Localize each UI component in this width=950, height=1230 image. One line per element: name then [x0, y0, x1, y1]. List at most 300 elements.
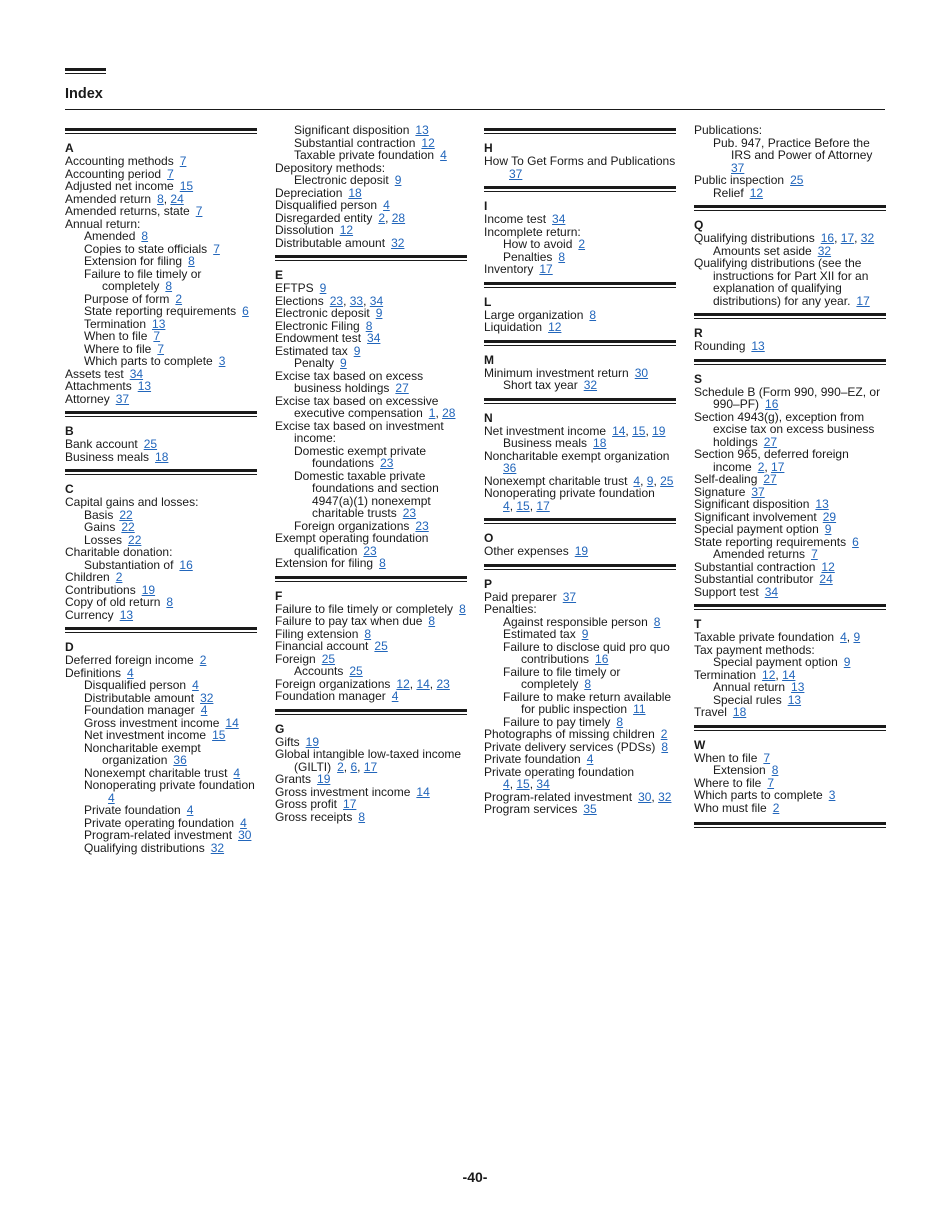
- entry-term: Photographs of missing children: [484, 727, 655, 741]
- page-link[interactable]: 8: [459, 601, 466, 616]
- entry-term: Accounts: [294, 664, 344, 678]
- page-link[interactable]: 4: [633, 473, 641, 488]
- section-letter-h: H: [484, 141, 493, 155]
- page-link[interactable]: 8: [188, 254, 195, 268]
- page-separator: ,: [854, 231, 861, 245]
- page-link[interactable]: 25: [374, 639, 388, 653]
- index-subentry: [694, 187, 886, 200]
- entry-term: Qualifying distributions (see the instructions for Part XII for an explanation of qualifying distributions) for any year.: [694, 256, 869, 308]
- entry-term: Taxable private foundation: [294, 148, 435, 162]
- page-references: [180, 154, 187, 168]
- page-link[interactable]: 12: [421, 135, 435, 150]
- page-references: [558, 250, 565, 264]
- page-link[interactable]: 9: [353, 343, 361, 358]
- page-link[interactable]: 9: [581, 627, 589, 641]
- entry-term: Qualifying distributions: [694, 231, 815, 245]
- entry-term: Depreciation: [275, 185, 343, 200]
- entry-term: Tax payment methods:: [694, 642, 815, 657]
- entry-term: EFTPS: [275, 281, 314, 295]
- page-link[interactable]: 8: [616, 714, 624, 729]
- page-link[interactable]: 23: [329, 293, 344, 308]
- page-link[interactable]: 19: [317, 772, 331, 786]
- page-link[interactable]: 15: [632, 423, 646, 438]
- page-link[interactable]: 13: [791, 680, 805, 694]
- entry-term: Program-related investment: [84, 828, 233, 842]
- entry-term: Electronic deposit: [294, 173, 389, 187]
- section-rule: [484, 340, 676, 346]
- page-link[interactable]: 1: [428, 406, 436, 420]
- page-link[interactable]: 12: [762, 667, 776, 682]
- page-link[interactable]: 14: [225, 715, 239, 730]
- entry-term: Purpose of form: [84, 291, 170, 306]
- page-link[interactable]: 15: [179, 179, 194, 193]
- index-entry: [484, 487, 676, 512]
- page-link[interactable]: 22: [121, 520, 135, 534]
- entry-term: Global intangible low-taxed income (GILTI): [275, 747, 462, 774]
- section-rule: [694, 359, 886, 365]
- entry-term: Failure to disclose quid pro quo contributions: [503, 639, 670, 666]
- entry-term: Foreign organizations: [275, 676, 391, 691]
- page-link[interactable]: 11: [633, 702, 646, 716]
- page-link[interactable]: 8: [771, 763, 779, 777]
- page-link[interactable]: 6: [350, 759, 358, 774]
- page-link[interactable]: 32: [200, 690, 214, 705]
- page-link[interactable]: 8: [428, 614, 436, 628]
- page-references: [661, 740, 668, 754]
- page-link[interactable]: 14: [416, 676, 430, 691]
- page-link[interactable]: 3: [828, 788, 836, 802]
- entry-term: Gross profit: [275, 797, 338, 811]
- page-link[interactable]: 13: [137, 379, 152, 393]
- page-link[interactable]: 8: [365, 318, 373, 333]
- page-link[interactable]: 6: [852, 534, 859, 549]
- page-link[interactable]: 16: [179, 557, 193, 572]
- page-link[interactable]: 3: [218, 354, 226, 368]
- index-subentry: [694, 137, 886, 175]
- page-link[interactable]: 37: [115, 391, 130, 406]
- page-link[interactable]: 13: [415, 123, 429, 137]
- page-references: [578, 237, 585, 251]
- entry-term: Disqualified person: [275, 198, 378, 212]
- page-link[interactable]: 15: [516, 498, 530, 513]
- page-link[interactable]: 4: [391, 689, 399, 703]
- entry-term: Amended returns: [713, 547, 806, 561]
- page-references: [509, 167, 522, 181]
- section-letter-f: F: [275, 588, 283, 603]
- page-references: [829, 788, 836, 802]
- entry-term: Where to file: [694, 775, 762, 790]
- page-link[interactable]: 8: [141, 229, 149, 243]
- entry-term: Special payment option: [694, 522, 819, 536]
- page-link[interactable]: 9: [375, 306, 383, 320]
- page-link[interactable]: 4: [840, 630, 847, 644]
- page-link[interactable]: 32: [860, 231, 875, 245]
- entry-term: Income test: [484, 212, 547, 226]
- page-link[interactable]: 7: [179, 154, 187, 168]
- page-references: [392, 689, 399, 703]
- page-link[interactable]: 17: [856, 293, 870, 308]
- page-link[interactable]: 32: [210, 840, 225, 855]
- page-link[interactable]: 12: [821, 559, 835, 574]
- entry-term: Publications:: [694, 123, 763, 137]
- page-link[interactable]: 8: [379, 556, 386, 570]
- entry-term: Amended returns, state: [65, 204, 190, 218]
- page-link[interactable]: 12: [749, 185, 764, 200]
- page-link[interactable]: 4: [240, 815, 247, 830]
- page-references: [428, 614, 435, 628]
- page-link[interactable]: 4: [127, 665, 134, 680]
- page-link[interactable]: 4: [383, 198, 390, 212]
- index-subentry: [275, 470, 467, 520]
- page-references: [852, 535, 859, 549]
- page-link[interactable]: 23: [436, 676, 450, 691]
- page-link[interactable]: 24: [170, 191, 184, 206]
- page-link[interactable]: 27: [763, 472, 777, 486]
- page-number: -40-: [462, 1169, 488, 1185]
- entry-term: Grants: [275, 772, 312, 786]
- page-link[interactable]: 32: [583, 378, 598, 392]
- page-link[interactable]: 8: [165, 279, 173, 293]
- entry-term: Disqualified person: [84, 678, 187, 692]
- entry-term: Substantiation of: [84, 557, 174, 572]
- page-link[interactable]: 23: [380, 456, 394, 470]
- page-link[interactable]: 16: [820, 231, 835, 245]
- page-link[interactable]: 36: [503, 461, 517, 475]
- page-link[interactable]: 4: [503, 498, 510, 513]
- page-link[interactable]: 16: [765, 397, 779, 411]
- page-link[interactable]: 2: [578, 237, 586, 251]
- section-rule: [484, 518, 676, 524]
- page-references: [358, 810, 365, 824]
- page-link[interactable]: 28: [391, 210, 406, 225]
- page-link[interactable]: 32: [658, 789, 672, 804]
- page-link[interactable]: 8: [661, 739, 669, 754]
- entry-term: Signature: [694, 484, 746, 499]
- index-entry: [694, 257, 886, 307]
- page-link[interactable]: 4: [586, 752, 594, 766]
- entry-term: Program services: [484, 802, 578, 816]
- page-link[interactable]: 18: [593, 436, 607, 450]
- page-link[interactable]: 17: [840, 231, 855, 245]
- entry-term: Amended: [84, 229, 136, 243]
- index-entry: [275, 420, 467, 445]
- page-references: [379, 556, 386, 570]
- entry-term: Amended return: [65, 191, 152, 206]
- page-link[interactable]: 29: [822, 509, 837, 524]
- page-link[interactable]: 9: [646, 473, 654, 488]
- page-link[interactable]: 9: [319, 281, 327, 295]
- page-link[interactable]: 4: [108, 790, 115, 805]
- entry-term: Electronic Filing: [275, 318, 360, 333]
- page-link[interactable]: 6: [242, 304, 249, 318]
- page-link[interactable]: 2: [175, 291, 183, 306]
- page-link[interactable]: 12: [339, 223, 354, 237]
- page-link[interactable]: 4: [440, 148, 447, 162]
- page-references: [120, 608, 133, 622]
- page-link[interactable]: 17: [343, 797, 357, 811]
- entry-term: Section 965, deferred foreign income: [694, 447, 849, 474]
- page-references: [612, 424, 665, 438]
- page-separator: ,: [846, 630, 854, 644]
- page-separator: ,: [343, 293, 350, 308]
- entry-term: Private operating foundation: [84, 815, 235, 830]
- page-separator: ,: [651, 789, 659, 804]
- section-rule: [275, 709, 467, 715]
- page-link[interactable]: 14: [416, 784, 430, 799]
- page-link[interactable]: 25: [143, 437, 158, 451]
- page-link[interactable]: 14: [612, 423, 626, 438]
- entry-term: Excise tax based on investment income:: [275, 418, 444, 445]
- page-link[interactable]: 2: [660, 727, 668, 741]
- entry-term: Penalty: [294, 356, 335, 370]
- page-references: [225, 716, 238, 730]
- page-link[interactable]: 30: [238, 828, 252, 842]
- page-link[interactable]: 12: [548, 320, 562, 334]
- page-link[interactable]: 32: [391, 235, 405, 250]
- page-references: [440, 148, 447, 162]
- page-link[interactable]: 30: [638, 789, 652, 804]
- page-link[interactable]: 7: [213, 241, 220, 256]
- entry-term: Foreign: [275, 651, 316, 666]
- page-link[interactable]: 2: [378, 210, 386, 225]
- page-link[interactable]: 13: [751, 339, 765, 353]
- index-entry: [484, 263, 676, 276]
- page-link[interactable]: 8: [166, 595, 174, 609]
- page-references: [378, 211, 405, 225]
- page-link[interactable]: 37: [751, 484, 765, 499]
- page-link[interactable]: 9: [824, 522, 832, 536]
- index-column-1: [65, 124, 257, 854]
- section-letter-b: B: [65, 424, 74, 438]
- section-letter-d: D: [65, 640, 74, 654]
- page-link[interactable]: 27: [395, 381, 409, 395]
- page-link[interactable]: 19: [574, 544, 589, 558]
- page-link[interactable]: 18: [732, 705, 747, 719]
- page-link[interactable]: 13: [152, 316, 166, 331]
- page-link[interactable]: 4: [192, 678, 199, 692]
- page-link[interactable]: 19: [305, 734, 320, 749]
- index-entry: [275, 395, 467, 420]
- page-link[interactable]: 7: [195, 204, 203, 218]
- page-references: [503, 499, 550, 513]
- page-link[interactable]: 8: [364, 626, 372, 641]
- index-subentry: [65, 779, 257, 804]
- entry-term: Distributable amount: [84, 690, 195, 705]
- page-link[interactable]: 17: [771, 459, 785, 474]
- page-references: [138, 379, 151, 393]
- page-link[interactable]: 15: [516, 777, 530, 791]
- page-references: [575, 544, 588, 558]
- entry-term: Bank account: [65, 437, 138, 451]
- index-entry: [694, 448, 886, 473]
- entry-term: Significant involvement: [694, 509, 817, 524]
- index-entry: [484, 321, 676, 334]
- page-link[interactable]: 8: [584, 677, 592, 691]
- page-link[interactable]: 34: [129, 366, 144, 381]
- page-link[interactable]: 9: [843, 655, 851, 669]
- page-link[interactable]: 16: [595, 652, 609, 666]
- page-separator: ,: [775, 667, 783, 682]
- entry-term: Special payment option: [713, 655, 838, 669]
- page-link[interactable]: 4: [200, 703, 208, 717]
- page-references: [395, 173, 402, 187]
- page-link[interactable]: 37: [731, 160, 745, 175]
- entry-term: Short tax year: [503, 378, 578, 392]
- section-rule: [484, 398, 676, 404]
- page-link[interactable]: 18: [155, 449, 169, 464]
- entry-term: Failure to file timely or completely: [84, 266, 202, 293]
- entry-term: Children: [65, 570, 110, 584]
- page-link[interactable]: 34: [367, 331, 381, 345]
- page-link[interactable]: 13: [815, 497, 829, 511]
- page-link[interactable]: 37: [509, 166, 523, 181]
- page-link[interactable]: 36: [173, 753, 187, 767]
- page-link[interactable]: 8: [558, 249, 566, 264]
- section-rule: [484, 128, 676, 134]
- section-rule: [694, 725, 886, 731]
- page-link[interactable]: 37: [562, 589, 577, 604]
- page-references: [638, 790, 671, 804]
- page-link[interactable]: 18: [348, 185, 362, 200]
- index-entry: [694, 386, 886, 411]
- page-references: [844, 655, 851, 669]
- page-link[interactable]: 32: [817, 243, 832, 258]
- page-link[interactable]: 9: [394, 173, 402, 187]
- page-link[interactable]: 19: [652, 423, 666, 438]
- page-link[interactable]: 8: [157, 191, 164, 206]
- page-link[interactable]: 25: [349, 664, 363, 678]
- page-link[interactable]: 19: [141, 582, 156, 597]
- entry-term: State reporting requirements: [84, 304, 237, 318]
- page-references: [391, 236, 404, 250]
- page-references: [396, 677, 449, 691]
- page-link[interactable]: 8: [653, 614, 661, 629]
- page-link[interactable]: 2: [772, 800, 780, 815]
- page-link[interactable]: 34: [369, 293, 384, 308]
- page-link[interactable]: 9: [853, 630, 861, 644]
- section-letter-w: W: [694, 737, 706, 752]
- page-references: [635, 366, 648, 380]
- page-link[interactable]: 8: [358, 809, 366, 824]
- page-link[interactable]: 2: [199, 653, 207, 667]
- index-subentry: [65, 268, 257, 293]
- section-rule: [65, 469, 257, 475]
- index-subentry: [65, 742, 257, 767]
- page-link[interactable]: 8: [589, 307, 597, 322]
- page-link[interactable]: 2: [337, 759, 344, 774]
- section-rule: [694, 205, 886, 211]
- page-link[interactable]: 7: [167, 166, 174, 181]
- page-link[interactable]: 24: [819, 572, 833, 586]
- section-letter-s: S: [694, 371, 703, 386]
- entry-term: Taxable private foundation: [694, 630, 835, 644]
- page-link[interactable]: 17: [536, 498, 550, 513]
- page-link[interactable]: 22: [119, 507, 133, 522]
- entry-term: Currency: [65, 607, 114, 622]
- page-link[interactable]: 35: [583, 802, 597, 816]
- page-link[interactable]: 7: [767, 775, 775, 790]
- page-link[interactable]: 7: [157, 341, 165, 356]
- entry-term: Adjusted net income: [65, 179, 174, 193]
- page-link[interactable]: 30: [634, 365, 649, 380]
- page-separator: ,: [529, 498, 537, 513]
- page-link[interactable]: 4: [233, 765, 241, 780]
- entry-term: How to avoid: [503, 237, 573, 251]
- section-letter-m: M: [484, 352, 494, 367]
- entry-term: When to file: [694, 750, 758, 765]
- index-entry: [275, 748, 467, 773]
- entry-term: Other expenses: [484, 544, 569, 558]
- page-link[interactable]: 15: [212, 728, 226, 742]
- section-rule: [275, 255, 467, 261]
- entry-term: Special rules: [713, 692, 782, 707]
- page-link[interactable]: 23: [402, 506, 417, 520]
- page-references: [583, 802, 596, 816]
- page-link[interactable]: 17: [363, 759, 378, 774]
- page-link[interactable]: 28: [442, 406, 456, 420]
- page-link[interactable]: 4: [503, 777, 510, 791]
- page-link[interactable]: 25: [660, 473, 674, 488]
- entry-term: Extension for filing: [275, 556, 374, 570]
- index-entry: [275, 532, 467, 557]
- section-letter-q: Q: [694, 218, 704, 232]
- entry-term: Where to file: [84, 341, 152, 356]
- page-link[interactable]: 22: [128, 532, 142, 547]
- entry-term: Elections: [275, 293, 324, 308]
- page-link[interactable]: 2: [115, 570, 123, 584]
- page-link[interactable]: 7: [763, 750, 771, 765]
- page-link[interactable]: 25: [790, 173, 804, 187]
- page-link[interactable]: 7: [811, 547, 818, 561]
- page-link[interactable]: 34: [552, 212, 566, 226]
- page-link[interactable]: 13: [119, 607, 134, 622]
- entry-term: Gains: [84, 520, 116, 534]
- page-separator: ,: [653, 473, 661, 488]
- entry-term: State reporting requirements: [694, 534, 847, 549]
- page-link[interactable]: 12: [396, 676, 410, 691]
- page-references: [750, 186, 763, 200]
- page-link[interactable]: 14: [782, 667, 796, 682]
- page-references: [539, 262, 552, 276]
- page-link[interactable]: 9: [340, 356, 347, 370]
- page-link[interactable]: 23: [415, 518, 429, 533]
- page-separator: ,: [834, 231, 841, 245]
- index-entry: [275, 811, 467, 824]
- page-references: [238, 828, 251, 842]
- page-link[interactable]: 23: [363, 543, 377, 558]
- page-link[interactable]: 34: [764, 584, 779, 599]
- page-link[interactable]: 17: [539, 262, 553, 276]
- entry-term: Public inspection: [694, 173, 785, 187]
- entry-term: Assets test: [65, 366, 124, 381]
- entry-term: Contributions: [65, 582, 136, 597]
- page-link[interactable]: 34: [536, 777, 550, 791]
- page-references: [212, 728, 225, 742]
- entry-term: Electronic deposit: [275, 306, 370, 320]
- page-link[interactable]: 13: [787, 692, 802, 707]
- page-link[interactable]: 7: [153, 329, 161, 343]
- page-link[interactable]: 2: [757, 459, 765, 474]
- entry-term: Gross investment income: [84, 715, 220, 730]
- page-link[interactable]: 4: [186, 803, 194, 817]
- page-link[interactable]: 25: [321, 651, 336, 666]
- page-references: [819, 572, 832, 586]
- entry-term: Foundation manager: [84, 703, 195, 717]
- page-link[interactable]: 27: [763, 434, 778, 449]
- page-link[interactable]: 33: [349, 293, 364, 308]
- entry-term: Incomplete return:: [484, 224, 581, 239]
- entry-term: Gifts: [275, 734, 300, 749]
